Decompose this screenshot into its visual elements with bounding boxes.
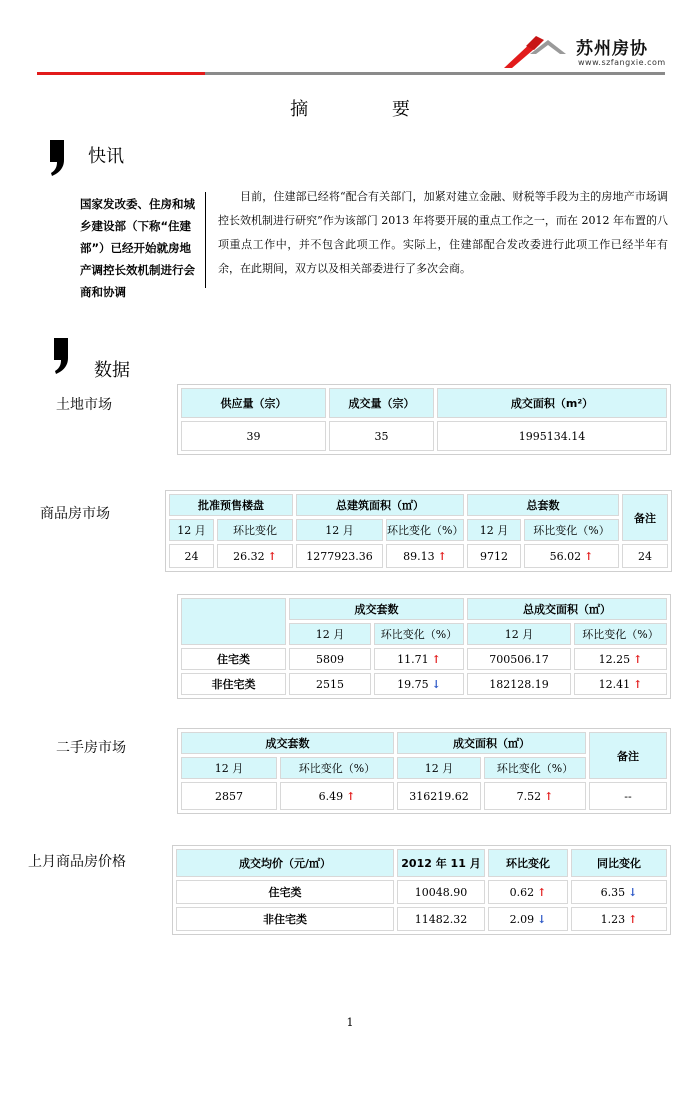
land-header-area: 成交面积（m²） [437, 388, 667, 418]
c1-group-presale: 批准预售楼盘 [169, 494, 293, 516]
land-value-area: 1995134.14 [437, 421, 667, 451]
page-title-right: 要 [391, 99, 410, 120]
c2-cell: 5809 [289, 648, 371, 670]
sh-group-remark: 备注 [589, 732, 667, 779]
c1-sub-month: 12 月 [296, 519, 383, 541]
comma-mark-icon [48, 140, 66, 176]
comma-mark-icon [52, 338, 70, 374]
price-cell: 2.09 ↓ [488, 907, 568, 931]
land-market-table [177, 384, 671, 455]
price-label: 上月商品房价格 [28, 854, 126, 870]
sh-sub-change: 环比变化（%） [484, 757, 586, 779]
c2-sub-change: 环比变化（%） [574, 623, 667, 645]
price-header-mom: 环比变化 [488, 849, 568, 877]
c2-cell: 11.71 ↑ [374, 648, 464, 670]
land-value-supply: 39 [181, 421, 326, 451]
land-header-deals: 成交量（宗） [329, 388, 434, 418]
price-cell: 0.62 ↑ [488, 880, 568, 904]
price-header-month: 2012 年 11 月 [397, 849, 485, 877]
c2-cell: 19.75 ↓ [374, 673, 464, 695]
logo-name: 苏州房协 [576, 39, 648, 59]
price-row-label: 非住宅类 [176, 907, 394, 931]
price-cell: 11482.32 [397, 907, 485, 931]
page-title [0, 95, 700, 121]
c1-sub-change: 环比变化 [217, 519, 293, 541]
price-cell: 1.23 ↑ [571, 907, 667, 931]
c2-sub-change: 环比变化（%） [374, 623, 464, 645]
c1-group-units: 总套数 [467, 494, 619, 516]
c1-area-month: 1277923.36 [296, 544, 383, 568]
price-header-avg: 成交均价（元/㎡） [176, 849, 394, 877]
arrow-down-icon: ↓ [431, 677, 441, 691]
sh-deals-change: 6.49 ↑ [280, 782, 394, 810]
sh-sub-month: 12 月 [397, 757, 481, 779]
news-summary: 国家发改委、住房和城乡建设部（下称“住建部”）已经开始就房地产调控长效机制进行会商和协调 [80, 197, 195, 299]
c1-area-change: 89.13 ↑ [386, 544, 464, 568]
arrow-up-icon: ↑ [633, 677, 643, 691]
data-section-title: 数据 [94, 360, 130, 381]
logo [500, 28, 670, 72]
c2-cell: 2515 [289, 673, 371, 695]
arrow-up-icon: ↑ [633, 652, 643, 666]
second-hand-market-label: 二手房市场 [56, 740, 126, 756]
arrow-up-icon: ↑ [437, 549, 447, 563]
arrow-down-icon: ↓ [537, 912, 547, 926]
c2-group-deals: 成交套数 [289, 598, 464, 620]
land-market-label: 土地市场 [56, 397, 112, 413]
c2-cell: 182128.19 [467, 673, 571, 695]
c2-cell: 12.41 ↑ [574, 673, 667, 695]
arrow-up-icon: ↑ [628, 912, 638, 926]
land-header-supply: 供应量（宗） [181, 388, 326, 418]
c2-cell: 700506.17 [467, 648, 571, 670]
c2-row-label: 非住宅类 [181, 673, 286, 695]
news-section-title: 快讯 [88, 146, 124, 167]
arrow-up-icon: ↑ [346, 789, 356, 803]
sh-group-deals: 成交套数 [181, 732, 394, 754]
arrow-up-icon: ↑ [431, 652, 441, 666]
price-row-label: 住宅类 [176, 880, 394, 904]
price-header-yoy: 同比变化 [571, 849, 667, 877]
c1-sub-month: 12 月 [169, 519, 214, 541]
c2-sub-month: 12 月 [289, 623, 371, 645]
c1-group-area: 总建筑面积（㎡） [296, 494, 464, 516]
sh-deals-month: 2857 [181, 782, 277, 810]
c1-presale-change: 26.32 ↑ [217, 544, 293, 568]
news-divider [205, 192, 206, 288]
c2-group-area: 总成交面积（㎡） [467, 598, 667, 620]
sh-area-month: 316219.62 [397, 782, 481, 810]
second-hand-table [177, 728, 671, 814]
page-number: 1 [346, 1016, 354, 1029]
c1-remark: 24 [622, 544, 668, 568]
commercial-table-2 [177, 594, 671, 699]
c1-presale-month: 24 [169, 544, 214, 568]
logo-mark-icon [500, 30, 570, 70]
news-body: 目前，住建部已经将“配合有关部门，加紧对建立金融、财税等手段为主的房地产市场调控长效机制进行研究”作为该部门 2013 年将要开展的重点工作之一，而在 2012 年布置的八项重点工作中，并不包含此项工作。实际上，住建部配合发改委进行此项工作已经半年有余，在此期间，双方以及相关部委进行了多次会商。 [218, 190, 668, 275]
logo-url: www.szfangxie.com [578, 58, 666, 67]
price-cell: 10048.90 [397, 880, 485, 904]
c2-corner [181, 598, 286, 645]
sh-group-area: 成交面积（㎡） [397, 732, 586, 754]
arrow-up-icon: ↑ [267, 549, 277, 563]
arrow-up-icon: ↑ [537, 885, 547, 899]
sh-remark: -- [589, 782, 667, 810]
c1-group-remark: 备注 [622, 494, 668, 541]
arrow-up-icon: ↑ [584, 549, 594, 563]
arrow-down-icon: ↓ [628, 885, 638, 899]
sh-sub-month: 12 月 [181, 757, 277, 779]
c1-sub-change: 环比变化（%） [386, 519, 464, 541]
c1-units-month: 9712 [467, 544, 521, 568]
header-rule-red [37, 72, 205, 75]
commercial-market-label: 商品房市场 [40, 506, 110, 522]
c2-cell: 12.25 ↑ [574, 648, 667, 670]
price-cell: 6.35 ↓ [571, 880, 667, 904]
header-rule-gray [205, 72, 665, 75]
c2-sub-month: 12 月 [467, 623, 571, 645]
land-value-deals: 35 [329, 421, 434, 451]
c2-row-label: 住宅类 [181, 648, 286, 670]
c1-units-change: 56.02 ↑ [524, 544, 619, 568]
sh-sub-change: 环比变化（%） [280, 757, 394, 779]
c1-sub-change: 环比变化（%） [524, 519, 619, 541]
page-title-left: 摘 [290, 99, 309, 120]
commercial-table-1 [165, 490, 672, 572]
arrow-up-icon: ↑ [544, 789, 554, 803]
price-table [172, 845, 671, 935]
sh-area-change: 7.52 ↑ [484, 782, 586, 810]
c1-sub-month: 12 月 [467, 519, 521, 541]
